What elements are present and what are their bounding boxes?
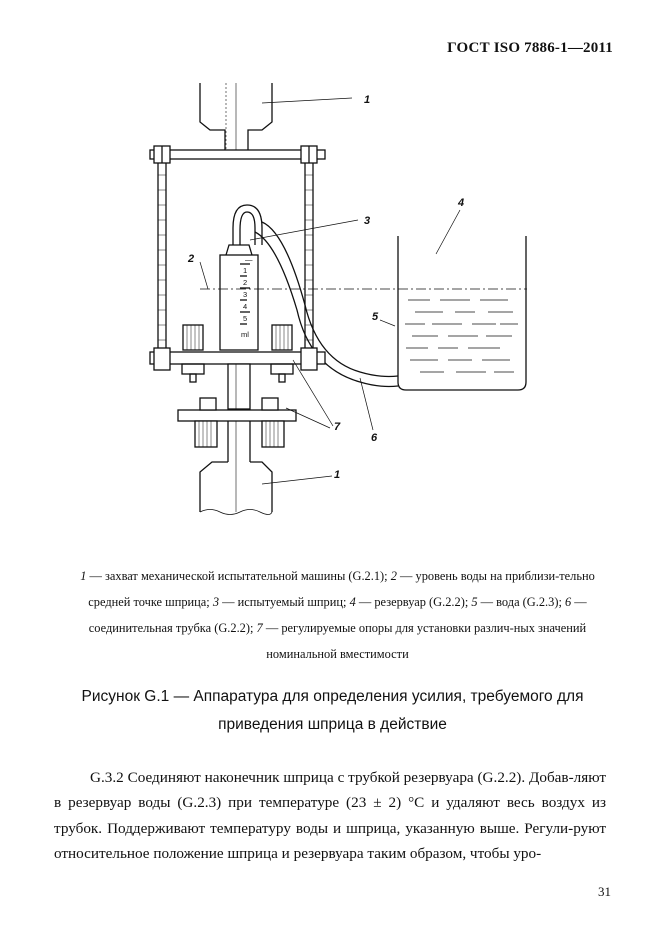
upper-grip — [200, 83, 272, 155]
figure-title — [60, 683, 605, 739]
legend-text-1: — захват механической испытательной машины (G.2.1); — [86, 569, 391, 583]
top-crossbar — [150, 146, 325, 163]
legend-num-1: 1 — [80, 569, 87, 583]
paragraph-text: G.3.2 Соединяют наконечник шприца с трубкой резервуара (G.2.2). Добав-ляют в резервуар воды (G.2.3) при температуре (23 ± 2) °С и удаляют весь воздух из трубок. Поддерживают температуру воды и шприца, указанную выше. Регули-руют относительное положение шприца и резервуара таким образом, чтобы уро- — [54, 769, 606, 862]
document-header: ГОСТ ISO 7886-1—2011 — [447, 40, 613, 56]
legend-text-2: — уровень воды на приблизи-тельно средней точке шприца; — [88, 569, 595, 609]
legend-num-6: 6 — [565, 595, 572, 609]
legend-text-5: — вода (G.2.3); — [477, 595, 565, 609]
syringe — [220, 205, 262, 350]
central-shaft — [228, 364, 250, 409]
label-1-top: 1 — [364, 94, 371, 106]
body-paragraph — [54, 765, 606, 866]
label-2: 2 — [188, 253, 195, 265]
scale-mark-2: 2 — [243, 278, 248, 287]
figure-title-line-1: Рисунок G.1 — Аппаратура для определения усилия, требуемого для — [81, 688, 584, 705]
scale-mark-3: 3 — [243, 290, 248, 299]
legend-text-6: — соединительная трубка (G.2.2); — [88, 595, 587, 635]
label-1-bottom: 1 — [334, 469, 341, 481]
label-5: 5 — [372, 311, 379, 323]
label-4: 4 — [458, 197, 465, 209]
legend-num-2: 2 — [390, 569, 397, 583]
figure-title-line-2: приведения шприца в действие — [218, 716, 447, 733]
label-7: 7 — [334, 421, 341, 433]
reservoir — [398, 236, 526, 390]
legend-num-4: 4 — [349, 595, 356, 609]
legend-num-5: 5 — [471, 595, 478, 609]
legend-text-4: — резервуар (G.2.2); — [355, 595, 472, 609]
scale-mark-ml: ml — [241, 330, 249, 339]
scale-mark-4: 4 — [243, 302, 248, 311]
label-3: 3 — [364, 215, 371, 227]
scale-mark-1: 1 — [243, 266, 248, 275]
scale-mark-5: 5 — [243, 314, 248, 323]
legend-num-3: 3 — [212, 595, 220, 609]
legend-text-3: — испытуемый шприц; — [219, 595, 350, 609]
page-number: 31 — [598, 884, 611, 899]
legend-num-7: 7 — [256, 621, 263, 635]
legend-text-7: — регулируемые опоры для установки различ-ных значений номинальной вместимости — [262, 621, 587, 661]
figure-legend — [70, 563, 605, 667]
label-6: 6 — [371, 432, 378, 444]
svg-text:—: — — [245, 255, 253, 264]
